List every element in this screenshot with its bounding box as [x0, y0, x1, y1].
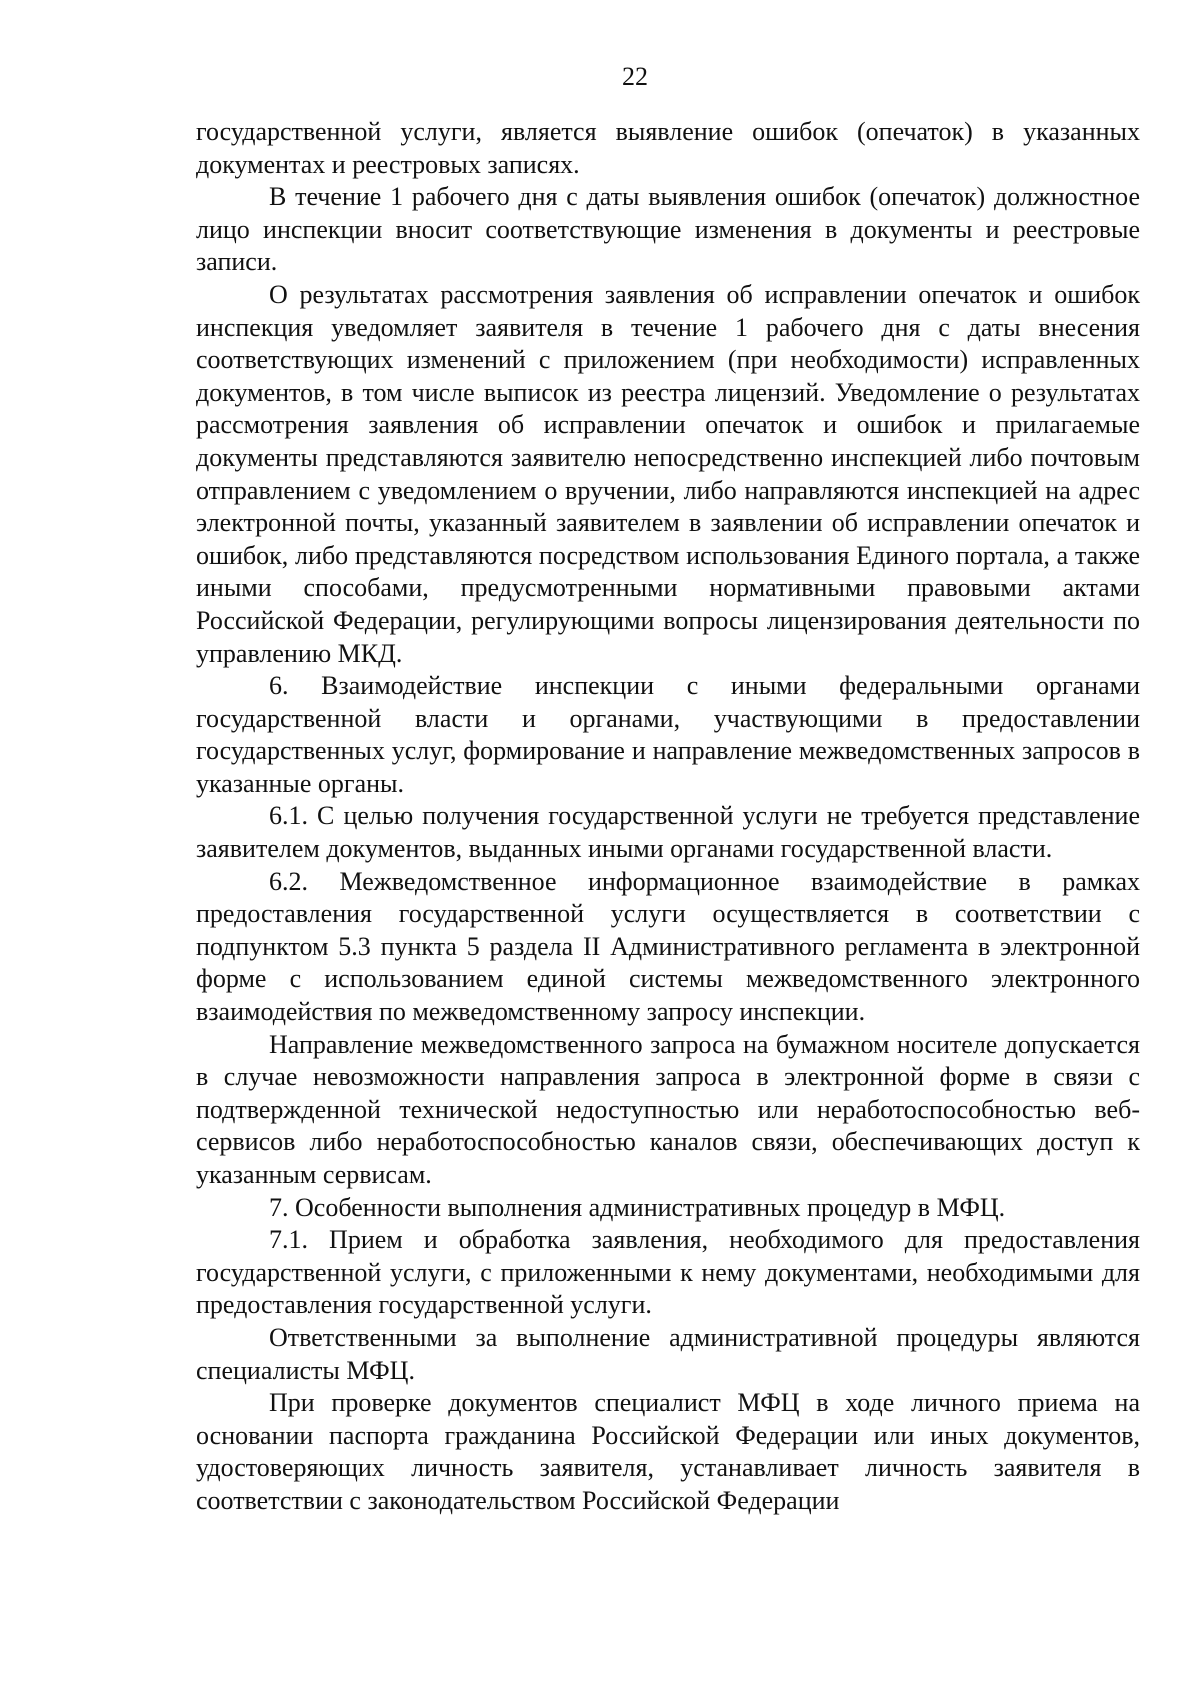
paragraph-section-7: 7. Особенности выполнения административных процедур в МФЦ.	[269, 1192, 1006, 1222]
paragraph-section-6-2: 6.2. Межведомственное информационное взаимодействие в рамках предоставления государственной услуги осуществляется в соответствии с подпунктом 5.3 пункта 5 раздела II Административного регламента в электронной форме с использованием единой системы межведомственного электронного взаимодействия по межведомственному запросу инспекции.	[196, 866, 1140, 1027]
page-number: 22	[622, 62, 648, 91]
paragraph-correction-deadline: В течение 1 рабочего дня с даты выявления ошибок (опечаток) должностное лицо инспекции вносит соответствующие изменения в документы и реестровые записи.	[196, 182, 1140, 277]
paragraph-notification-results: О результатах рассмотрения заявления об исправлении опечаток и ошибок инспекция уведомляет заявителя в течение 1 рабочего дня с даты внесения соответствующих изменений с приложением (при необходимости) исправленных документов, в том числе выписок из реестра лицензий. Уведомление о результатах рассмотрения заявления об исправлении опечаток и ошибок и прилагаемые документы представляются заявителю непосредственно инспекцией либо почтовым отправлением с уведомлением о вручении, либо направляются инспекцией на адрес электронной почты, указанный заявителем в заявлении об исправлении опечаток и ошибок, либо представляются посредством использования Единого портала, а также иными способами, предусмотренными нормативными правовыми актами Российской Федерации, регулирующими вопросы лицензирования деятельности по управлению МКД.	[196, 279, 1140, 668]
document-text	[196, 116, 1140, 1518]
paragraph-responsible: Ответственными за выполнение административной процедуры являются специалисты МФЦ.	[196, 1322, 1140, 1385]
paragraph-continuation: государственной услуги, является выявление ошибок (опечаток) в указанных документах и реестровых записях.	[196, 117, 1140, 179]
paragraph-section-7-1: 7.1. Прием и обработка заявления, необходимого для предоставления государственной услуги, с приложенными к нему документами, необходимыми для предоставления государственной услуги.	[196, 1225, 1140, 1320]
paragraph-section-6: 6. Взаимодействие инспекции с иными федеральными органами государственной власти и органами, участвующими в предоставлении государственных услуг, формирование и направление межведомственных запросов в указанные органы.	[196, 671, 1140, 798]
paragraph-section-6-1: 6.1. С целью получения государственной услуги не требуется представление заявителем документов, выданных иными органами государственной власти.	[196, 801, 1140, 864]
paragraph-document-check: При проверке документов специалист МФЦ в ходе личного приема на основании паспорта гражданина Российской Федерации или иных документов, удостоверяющих личность заявителя, устанавливает личность заявителя в соответствии с законодательством Российской Федерации	[196, 1388, 1140, 1515]
paragraph-paper-request: Направление межведомственного запроса на бумажном носителе допускается в случае невозможности направления запроса в электронной форме в связи с подтвержденной технической недоступностью или неработоспособностью веб-сервисов либо неработоспособностью каналов связи, обеспечивающих доступ к указанным сервисам.	[196, 1029, 1140, 1189]
